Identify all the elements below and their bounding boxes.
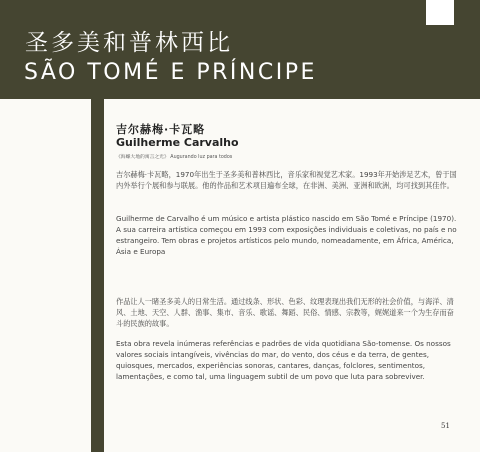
bio-paragraph-portuguese: Guilherme de Carvalho é um músico e artista plástico nascido em São Tomé e Príncipe (1970). A sua carreira artística começou em 1993 com exposições individuais e coletivas, no país e no estrangeiro. Tem obras e projetos artísticos pelo mundo, nomeadamente, em África, América, Ásia e Europa [116,214,457,256]
decorative-bar [426,0,454,25]
work-paragraph-portuguese: Esta obra revela inúmeras referências e padrões de vida quotidiana São-tomense. Os nossos valores sociais intangíveis, vivências do mar, do vento, dos céus e da terra, de gentes, quiosques, mercados, experiências sonoras, cantares, danças, folclores, sentimentos, lamentações, e como tal, uma linguagem subtil de um povo que luta para sobreviver. [116,339,451,381]
title-chinese: 圣多美和普林西比 [25,30,233,56]
artist-name-portuguese: Guilherme Carvalho [116,136,239,149]
side-accent-bar [91,99,104,452]
work-paragraph-chinese: 作品让人一睹圣多美人的日常生活。通过线条、形状、色彩、纹理表现出我们无形的社会价值，与海洋、清风、土地、天空、人群、渔事、集市、音乐、歌谣、舞蹈、民俗、情感、宗教等，娓娓道来一个为生存而奋斗的民族的故事。 [116,297,454,328]
artist-name-chinese: 吉尔赫梅·卡瓦略 [116,123,206,136]
header-banner [0,0,480,99]
artwork-caption: 《海螺大地的寓言之光》 Augurando luz para todos [116,155,233,160]
bio-paragraph-chinese: 吉尔赫梅·卡瓦略，1970年出生于圣多美和普林西比，音乐家和视觉艺术家。1993年开始涉足艺术，曾于国内外举行个展和参与联展。他的作品和艺术项目遍布全球，在非洲、美洲、亚洲和欧洲，均可找到其佳作。 [116,170,457,190]
page-number: 51 [441,422,450,430]
title-portuguese: SÃO TOMÉ E PRÍNCIPE [24,60,317,85]
